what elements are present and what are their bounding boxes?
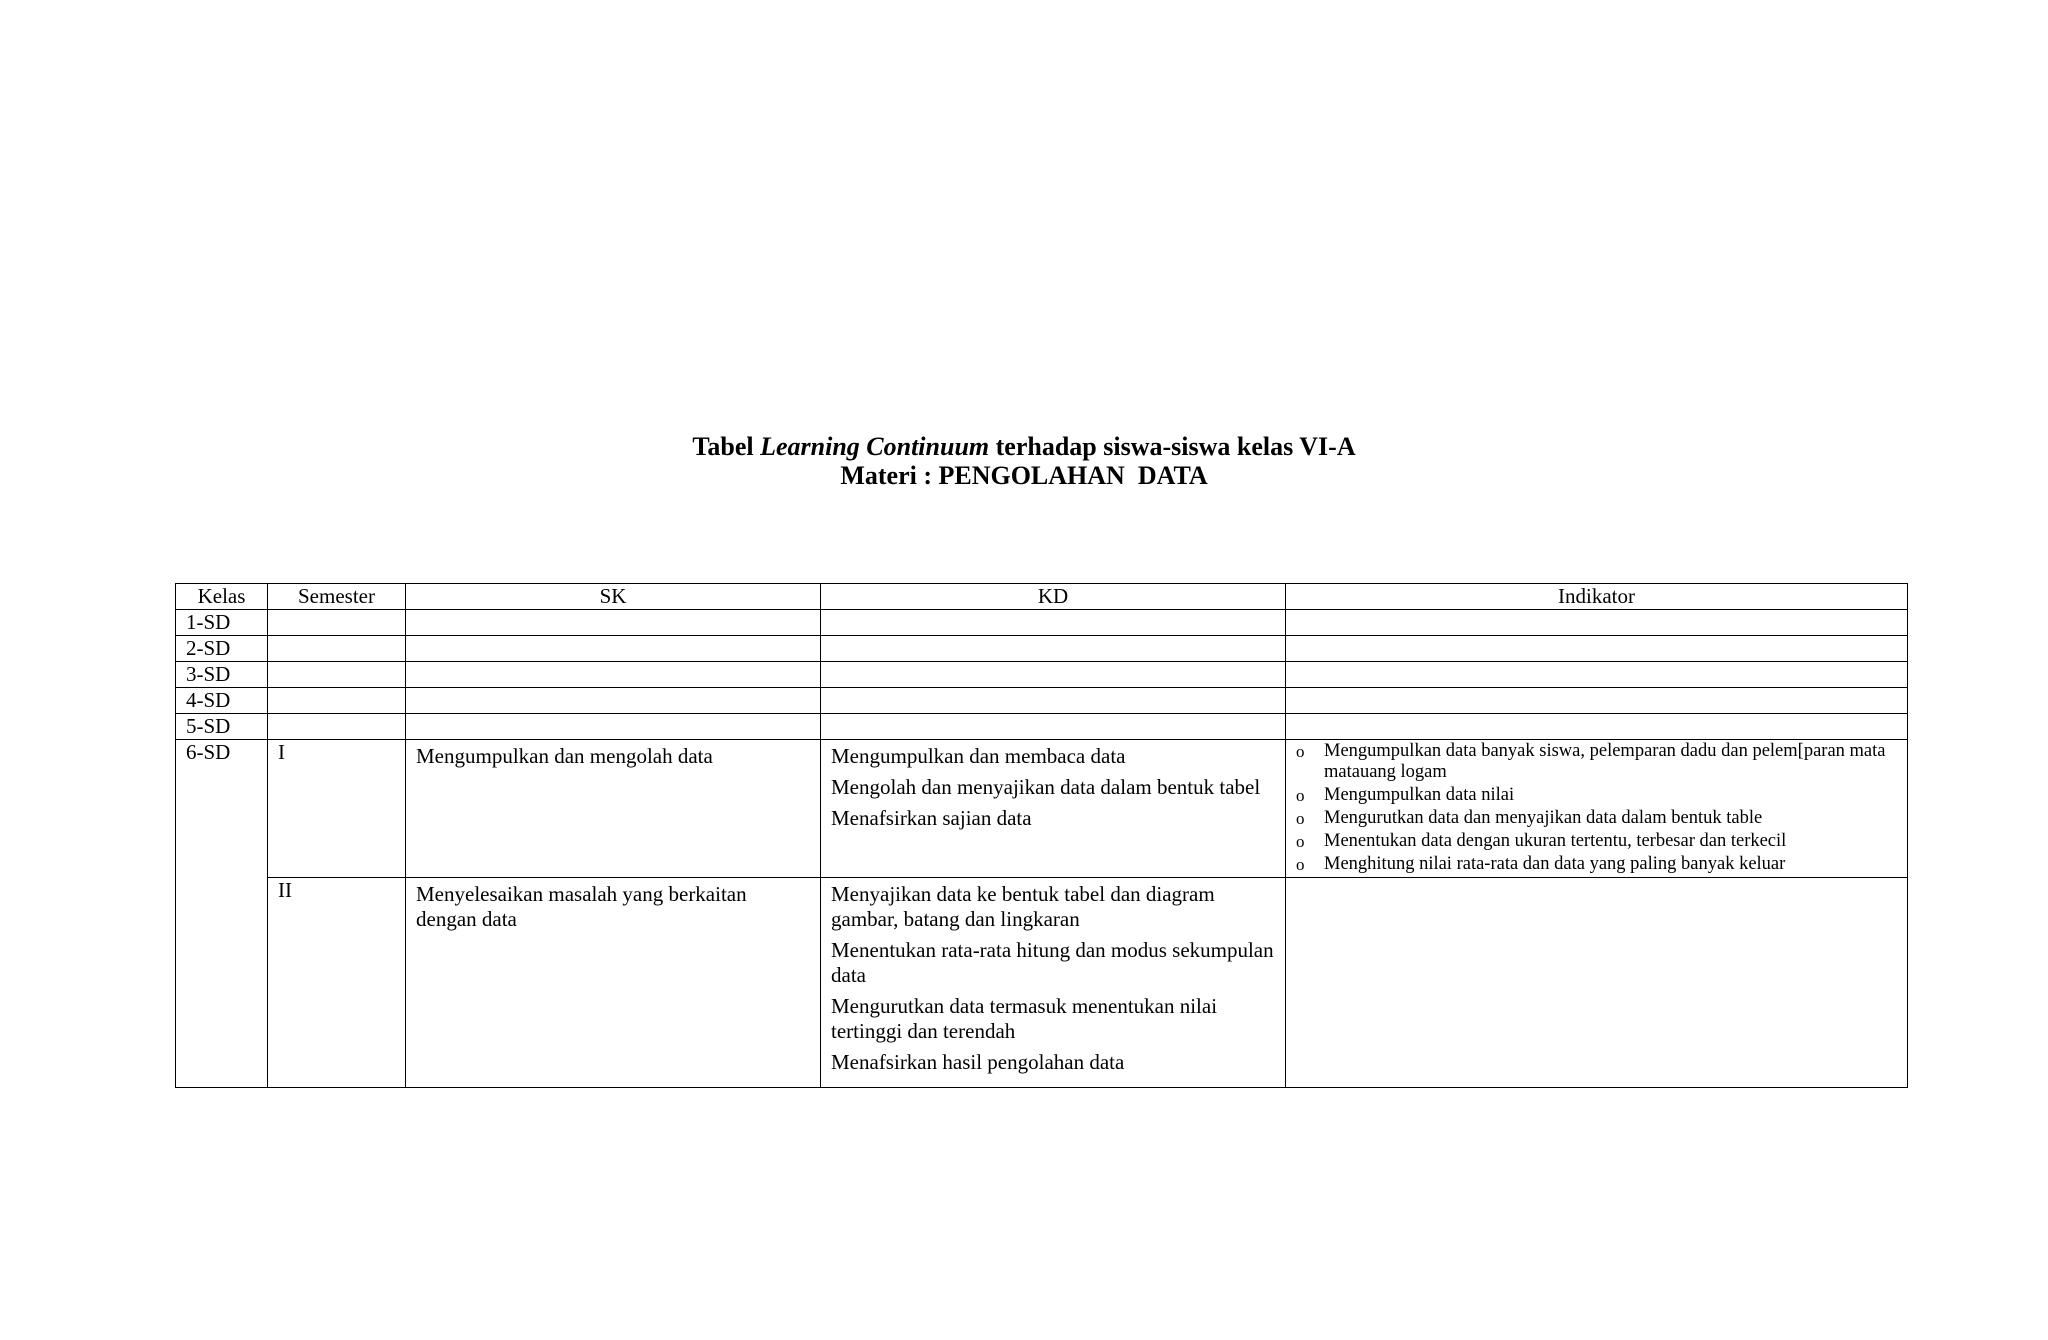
indikator-cell — [1286, 740, 1908, 878]
list-item — [1296, 741, 1897, 783]
indikator-text: Menentukan data dengan ukuran tertentu, terbesar dan terkecil — [1324, 831, 1787, 851]
kd-item: Menentukan rata-rata hitung dan modus sekumpulan data — [831, 938, 1274, 987]
table-row — [176, 714, 1908, 740]
empty-cell — [406, 610, 821, 636]
table-row-6sd-sem1 — [176, 740, 1908, 878]
kd-cell — [821, 740, 1286, 878]
table-row — [176, 636, 1908, 662]
table-row-6sd-sem2 — [176, 878, 1908, 1088]
title-line-2: Materi : PENGOLAHAN DATA — [840, 461, 1208, 490]
sk-cell: Mengumpulkan dan mengolah data — [406, 740, 821, 878]
empty-cell — [1286, 610, 1908, 636]
empty-cell — [406, 636, 821, 662]
circle-bullet-icon: o — [1296, 742, 1305, 761]
indikator-text: Menghitung nilai rata-rata dan data yang paling banyak keluar — [1324, 854, 1786, 874]
empty-cell — [268, 714, 406, 740]
circle-bullet-icon: o — [1296, 786, 1305, 805]
list-item — [1296, 808, 1897, 829]
title-italic: Learning Continuum — [760, 432, 990, 461]
empty-cell — [1286, 636, 1908, 662]
list-item — [1296, 854, 1897, 875]
kelas-cell: 1-SD — [176, 610, 268, 636]
empty-cell — [268, 636, 406, 662]
semester-cell: II — [268, 878, 406, 1088]
list-item — [1296, 785, 1897, 806]
kelas-cell: 2-SD — [176, 636, 268, 662]
kd-item: Menafsirkan hasil pengolahan data — [831, 1050, 1125, 1074]
circle-bullet-icon: o — [1296, 809, 1305, 828]
kelas-cell: 6-SD — [176, 740, 268, 1088]
kd-cell — [821, 878, 1286, 1088]
indikator-cell — [1286, 878, 1908, 1088]
header-semester: Semester — [268, 584, 406, 610]
title-line-1 — [0, 432, 2048, 461]
learning-continuum-table — [175, 583, 1908, 1088]
kd-item: Menyajikan data ke bentuk tabel dan diagram gambar, batang dan lingkaran — [831, 882, 1215, 931]
kd-item: Mengolah dan menyajikan data dalam bentuk tabel — [831, 775, 1261, 799]
empty-cell — [821, 714, 1286, 740]
header-sk: SK — [406, 584, 821, 610]
table-row — [176, 662, 1908, 688]
document-title — [0, 432, 2048, 490]
empty-cell — [821, 636, 1286, 662]
circle-bullet-icon: o — [1296, 855, 1305, 874]
empty-cell — [268, 610, 406, 636]
table-row — [176, 610, 1908, 636]
kd-item: Mengumpulkan dan membaca data — [831, 744, 1126, 768]
indikator-text: Mengumpulkan data banyak siswa, pelemparan dadu dan pelem[paran mata matauang logam — [1324, 741, 1886, 782]
title-suffix: terhadap siswa-siswa kelas VI-A — [989, 432, 1356, 461]
indikator-list — [1296, 741, 1897, 875]
kd-item: Mengurutkan data termasuk menentukan nilai tertinggi dan terendah — [831, 994, 1218, 1043]
kd-item: Menafsirkan sajian data — [831, 806, 1032, 830]
empty-cell — [821, 610, 1286, 636]
empty-cell — [268, 688, 406, 714]
empty-cell — [821, 662, 1286, 688]
empty-cell — [406, 662, 821, 688]
header-indikator: Indikator — [1286, 584, 1908, 610]
empty-cell — [406, 714, 821, 740]
empty-cell — [406, 688, 821, 714]
sk-cell: Menyelesaikan masalah yang berkaitan dengan data — [406, 878, 821, 1088]
empty-cell — [1286, 662, 1908, 688]
empty-cell — [1286, 714, 1908, 740]
kelas-cell: 3-SD — [176, 662, 268, 688]
indikator-text: Mengumpulkan data nilai — [1324, 785, 1515, 805]
list-item — [1296, 831, 1897, 852]
empty-cell — [821, 688, 1286, 714]
empty-cell — [1286, 688, 1908, 714]
circle-bullet-icon: o — [1296, 832, 1305, 851]
table-row — [176, 688, 1908, 714]
header-kelas: Kelas — [176, 584, 268, 610]
semester-cell: I — [268, 740, 406, 878]
kelas-cell: 4-SD — [176, 688, 268, 714]
title-prefix: Tabel — [692, 432, 761, 461]
indikator-text: Mengurutkan data dan menyajikan data dalam bentuk table — [1324, 808, 1763, 828]
kelas-cell: 5-SD — [176, 714, 268, 740]
header-row — [176, 584, 1908, 610]
header-kd: KD — [821, 584, 1286, 610]
empty-cell — [268, 662, 406, 688]
